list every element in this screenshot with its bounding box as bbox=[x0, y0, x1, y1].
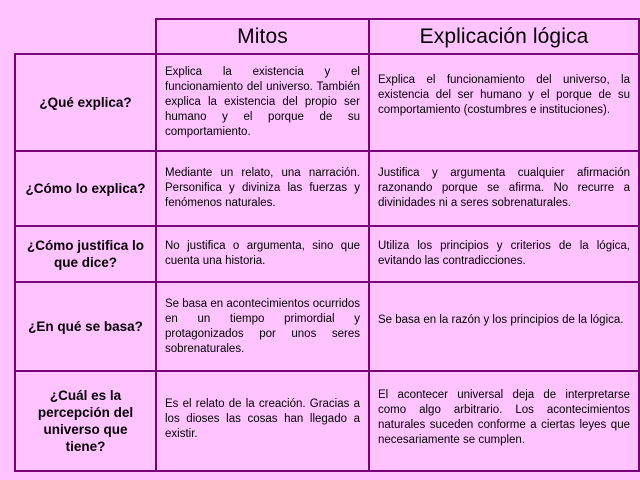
cell-mitos-percepcion-universo: Es el relato de la creación. Gracias a los dioses las cosas han llegado a existir. bbox=[165, 398, 360, 440]
row-question-percepcion-universo: ¿Cuál es la percepción del universo que tiene? bbox=[37, 388, 134, 454]
cell-logica-en-que-se-basa: Se basa en la razón y los principios de la lógica. bbox=[378, 314, 624, 326]
cell-mitos-que-explica: Explica la existencia y el funcionamiento del universo. También explica la existencia del propio ser humano y el porque de su comportamiento. bbox=[165, 66, 360, 138]
cell-logica-que-explica: Explica el funcionamiento del universo, la existencia del ser humano y el porque de su comportamiento (costumbres e instituciones). bbox=[378, 74, 630, 116]
cell-logica-como-justifica: Utiliza los principios y criterios de la lógica, evitando las contradicciones. bbox=[378, 240, 630, 267]
cell-logica-percepcion-universo: El acontecer universal deja de interpretarse como algo arbitrario. Los acontecimientos naturales suceden conforme a ciertas leyes que necesariamente se cumplen. bbox=[378, 389, 630, 446]
row-question-como-justifica: ¿Cómo justifica lo que dice? bbox=[26, 238, 144, 270]
header-mitos: Mitos bbox=[237, 24, 288, 48]
header-explicacion-logica: Explicación lógica bbox=[419, 24, 589, 48]
cell-logica-como-lo-explica: Justifica y argumenta cualquier afirmación razonando porque se afirma. No recurre a divinidades ni a seres sobrenaturales. bbox=[378, 167, 630, 209]
cell-mitos-como-justifica: No justifica o argumenta, sino que cuenta una historia. bbox=[165, 240, 360, 267]
row-question-que-explica: ¿Qué explica? bbox=[39, 95, 132, 110]
row-question-en-que-se-basa: ¿En qué se basa? bbox=[28, 319, 143, 334]
cell-mitos-como-lo-explica: Mediante un relato, una narración. Personifica y diviniza las fuerzas y fenómenos naturales. bbox=[165, 167, 360, 209]
row-question-como-lo-explica: ¿Cómo lo explica? bbox=[25, 181, 146, 196]
table-border-bottom bbox=[15, 470, 640, 472]
cell-mitos-en-que-se-basa: Se basa en acontecimientos ocurridos en un tiempo primordial y protagonizados por unos seres sobrenaturales. bbox=[165, 298, 360, 355]
